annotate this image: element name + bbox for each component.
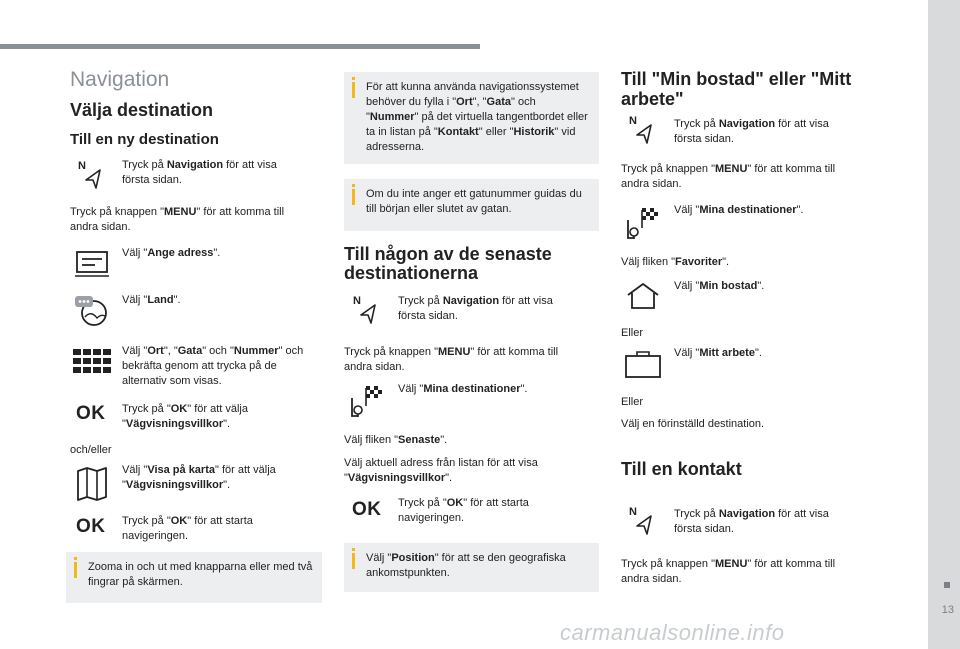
checkered-flag-pin-icon (626, 206, 660, 240)
home-icon (626, 282, 660, 310)
eller-label: Eller (621, 327, 644, 339)
info-note-position (344, 543, 599, 592)
info-note-zoom (66, 552, 322, 603)
navigation-arrow-icon (76, 158, 106, 190)
section-title: Navigation (70, 68, 170, 91)
page-edge-bar (928, 0, 960, 649)
ok-icon: OK (352, 499, 382, 520)
ok-icon: OK (76, 516, 106, 537)
info-icon (352, 82, 355, 98)
step-ok-starta: Tryck på "OK" för att starta navigeringen. (122, 515, 253, 542)
keypad-grid-icon (73, 349, 111, 375)
work-building-icon (624, 351, 662, 379)
step-forinstalld: Välj en förinställd destination. (621, 418, 765, 430)
step-ort-gata-nummer: Välj "Ort", "Gata" och "Nummer" och bekräfta genom att trycka på de alternativ som visas. (122, 345, 304, 387)
ok-icon: OK (76, 403, 106, 424)
step-aktuell-adress: Välj aktuell adress från listan för att visa "Vägvisningsvillkor". (344, 457, 538, 484)
step-menu: Tryck på knappen "MENU" för att komma till andra sidan. (344, 346, 559, 373)
heading-senaste-destinationerna: Till någon av de senaste destinationerna (344, 244, 552, 283)
step-menu: Tryck på knappen "MENU" för att komma till andra sidan. (621, 163, 836, 190)
step-visa-pa-karta: Välj "Visa på karta" för att välja "Vägvisningsvillkor". (122, 464, 276, 491)
info-note-text: Om du inte anger ett gatunummer guidas du till början eller slutet av gatan. (366, 188, 582, 215)
step-ange-adress: Välj "Ange adress". (122, 247, 221, 259)
navigation-arrow-icon (627, 113, 657, 145)
step-tryck-navigation: Tryck på Navigation för att visa första sidan. (674, 508, 829, 535)
och-eller-label: och/eller (70, 444, 112, 456)
info-note-text: För att kunna använda navigationssystemet behöver du fylla i "Ort", "Gata" och "Nummer" på det virtuella tangentbordet eller ta in listan på "Kontakt" eller "Historik" vid adresserna. (366, 81, 588, 153)
step-fliken-favoriter: Välj fliken "Favoriter". (621, 256, 730, 268)
address-form-icon (75, 250, 109, 278)
nav-letter: N (78, 160, 86, 172)
step-tryck-navigation: Tryck på Navigation för att visa första sidan. (674, 118, 829, 145)
navigation-arrow-icon (351, 293, 381, 325)
heading-valja-destination: Välja destination (70, 100, 214, 120)
watermark: carmanualsonline.info (560, 620, 785, 645)
step-tryck-navigation: Tryck på Navigation för att visa första sidan. (398, 295, 553, 322)
step-menu: Tryck på knappen "MENU" för att komma till andra sidan. (70, 206, 285, 233)
navigation-arrow-icon (627, 504, 657, 536)
info-note-text: Zooma in och ut med knapparna eller med två fingrar på skärmen. (88, 561, 313, 588)
info-icon (352, 189, 355, 205)
heading-ny-destination: Till en ny destination (70, 131, 219, 148)
step-mina-destinationer: Välj "Mina destinationer". (674, 204, 804, 216)
step-menu: Tryck på knappen "MENU" för att komma till andra sidan. (621, 558, 836, 585)
page-number: 13 (941, 604, 954, 616)
nav-letter: N (353, 295, 361, 307)
step-min-bostad: Välj "Min bostad". (674, 280, 765, 292)
info-note-text: Välj "Position" för att se den geografiska ankomstpunkten. (366, 552, 566, 579)
nav-letter: N (629, 115, 637, 127)
globe-country-icon (75, 296, 109, 328)
info-note-fylla (344, 72, 599, 164)
step-mitt-arbete: Välj "Mitt arbete". (674, 347, 762, 359)
heading-min-bostad-mitt-arbete: Till "Min bostad" eller "Mitt arbete" (621, 69, 852, 109)
step-fliken-senaste: Välj fliken "Senaste". (344, 434, 448, 446)
folded-map-icon (76, 467, 108, 501)
heading-till-en-kontakt: Till en kontakt (621, 459, 742, 479)
step-ok-starta: Tryck på "OK" för att starta navigeringen. (398, 497, 529, 524)
page-marker (944, 582, 950, 588)
step-tryck-navigation: Tryck på Navigation för att visa första sidan. (122, 159, 277, 186)
info-icon (74, 562, 77, 578)
nav-letter: N (629, 506, 637, 518)
info-icon (352, 553, 355, 569)
checkered-flag-pin-icon (350, 384, 384, 418)
step-land: Välj "Land". (122, 294, 181, 306)
step-mina-destinationer: Välj "Mina destinationer". (398, 383, 528, 395)
info-note-gatunummer (344, 179, 599, 231)
eller-label: Eller (621, 396, 644, 408)
header-bar (0, 44, 480, 49)
step-ok-vagvisning: Tryck på "OK" för att välja "Vägvisningsvillkor". (122, 403, 248, 430)
